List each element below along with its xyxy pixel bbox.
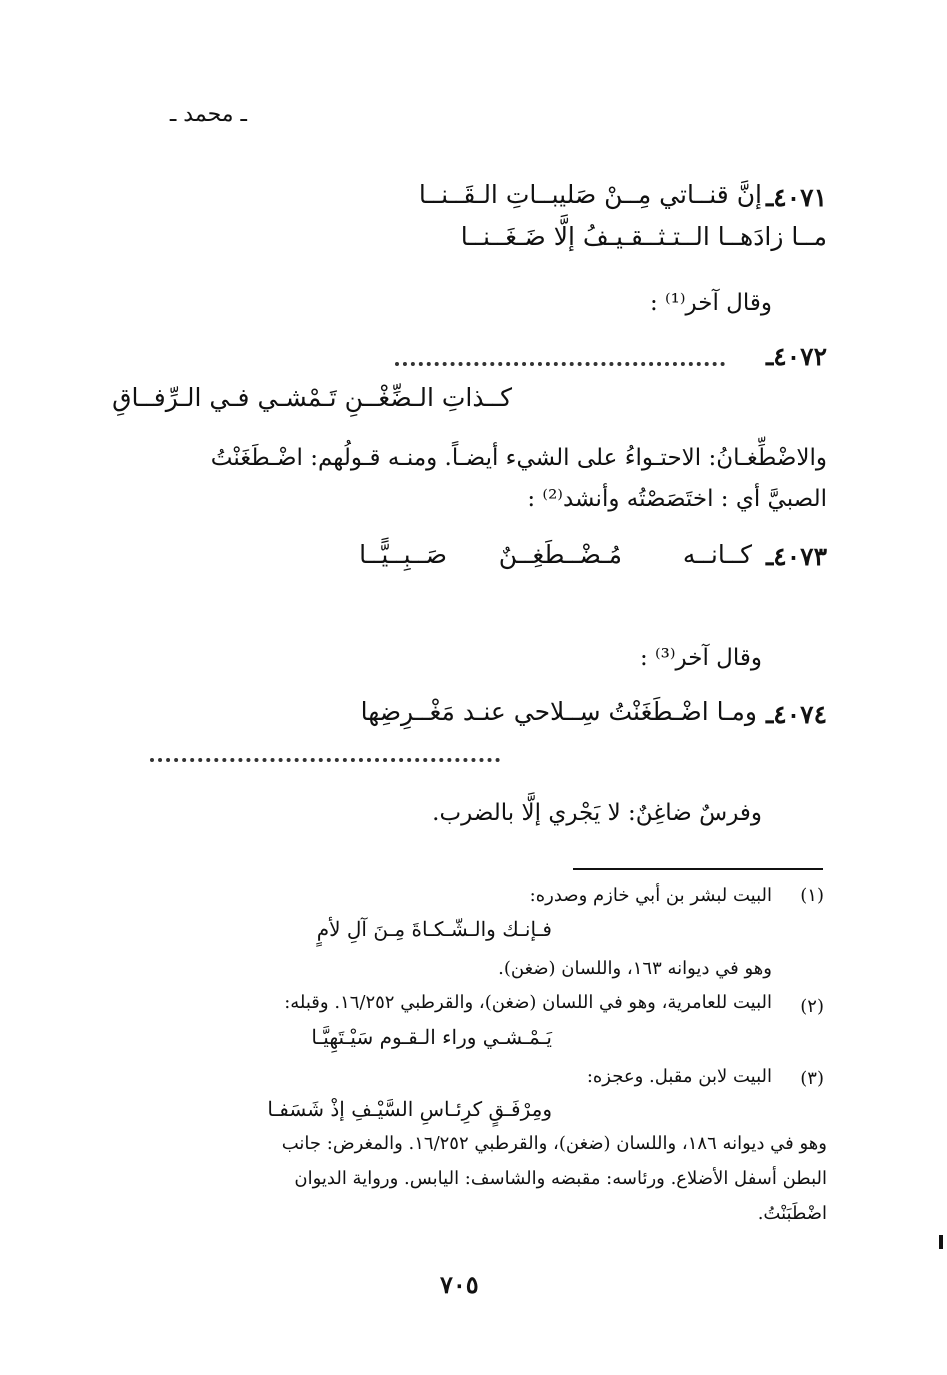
verse-number: ٤٠٧١ـ: [765, 183, 827, 212]
footnote-verse: ومِرْفَـقٍ كرِئـاسِ السَّيْـفِ إذْ شَسَفـا: [267, 1097, 552, 1121]
verse-word: كــانــه: [682, 540, 752, 569]
footnote-text: البيت للعامرية، وهو في اللسان (ضغن)، والقرطبي ١٦/٢٥٢. وقبله:: [284, 992, 772, 1013]
attribution-line: وقال آخر⁽¹⁾ :: [649, 290, 772, 316]
verse-number: ٤٠٧٤ـ: [765, 700, 827, 729]
page-number: ٧٠٥: [440, 1270, 479, 1299]
footnote-marker: (٢): [800, 996, 824, 1017]
verse-number: ٤٠٧٣ـ: [765, 542, 827, 571]
footnote-text: البيت لابن مقبل. وعجزه:: [586, 1066, 772, 1087]
scan-edge-mark: [939, 1235, 943, 1249]
verse-first-hemistich: ومـا اضْـطَغَنْتُ سِــلاحي عنـد مَغْــرِضِها: [360, 697, 757, 726]
footnote-verse: يَـمْـشـي وراء الـقـوم سَيْـتَهِيَّـا: [311, 1025, 552, 1049]
footnote-text: وهو في ديوانه ١٦٣، واللسان (ضغن).: [498, 958, 772, 979]
prose-line: والاضْطِّغـانُ: الاحتـواءُ على الشيء أيضـاً. ومنـه قـولُهم: اضْـطَغَنْتُ: [210, 445, 827, 471]
footnote-marker: (١): [800, 885, 824, 906]
footnote-separator: [573, 868, 823, 870]
attribution-line: وقال آخر⁽³⁾ :: [639, 645, 762, 671]
verse-number: ٤٠٧٢ـ: [765, 342, 827, 371]
prose-line: وفرسٌ ضاغِنٌ: لا يَجْري إلَّا بالضرب.: [432, 800, 762, 826]
verse-word: مُـضْــطَغِــنٌ: [498, 540, 622, 569]
prose-line: الصبيَّ أي : اختَصَصْتُه وأنشد⁽²⁾ :: [527, 486, 827, 512]
verse-first-hemistich: إنَّ قنــاتي مِــنْ صَليبــاتِ الـقَــنــا: [418, 180, 762, 209]
verse-second-hemistich: مــا زادَهــا الــتـثــقـيـفُ إلَّا ضَـغَــنــا: [460, 222, 827, 251]
footnote-verse: فـإنـك والـشّـكـاةَ مِـنَ آلِ لأمٍ: [316, 917, 552, 941]
verse-word: صَــبِــيًّــا: [359, 540, 447, 569]
footnote-text: وهو في ديوانه ١٨٦، واللسان (ضغن)، والقرطبي ١٦/٢٥٢. والمغرض: جانب: [281, 1133, 827, 1154]
omitted-hemistich-dots: [150, 758, 500, 762]
footnote-text: البطن أسفل الأضلاع. ورئاسه: مقبضه والشاسف: اليابس. ورواية الديوان: [294, 1168, 827, 1189]
footnote-marker: (٣): [800, 1068, 824, 1089]
running-header: ـ محمد ـ: [169, 102, 247, 127]
verse-second-hemistich: كــذاتِ الـضِّغْــنِ تَـمْشـي فـي الـرِّفــاقِ: [112, 383, 512, 412]
footnote-text: البيت لبشر بن أبي خازم وصدره:: [529, 885, 772, 906]
footnote-text: اضْطَبَنْتُ.: [757, 1203, 827, 1224]
omitted-hemistich-dots: [395, 362, 725, 366]
